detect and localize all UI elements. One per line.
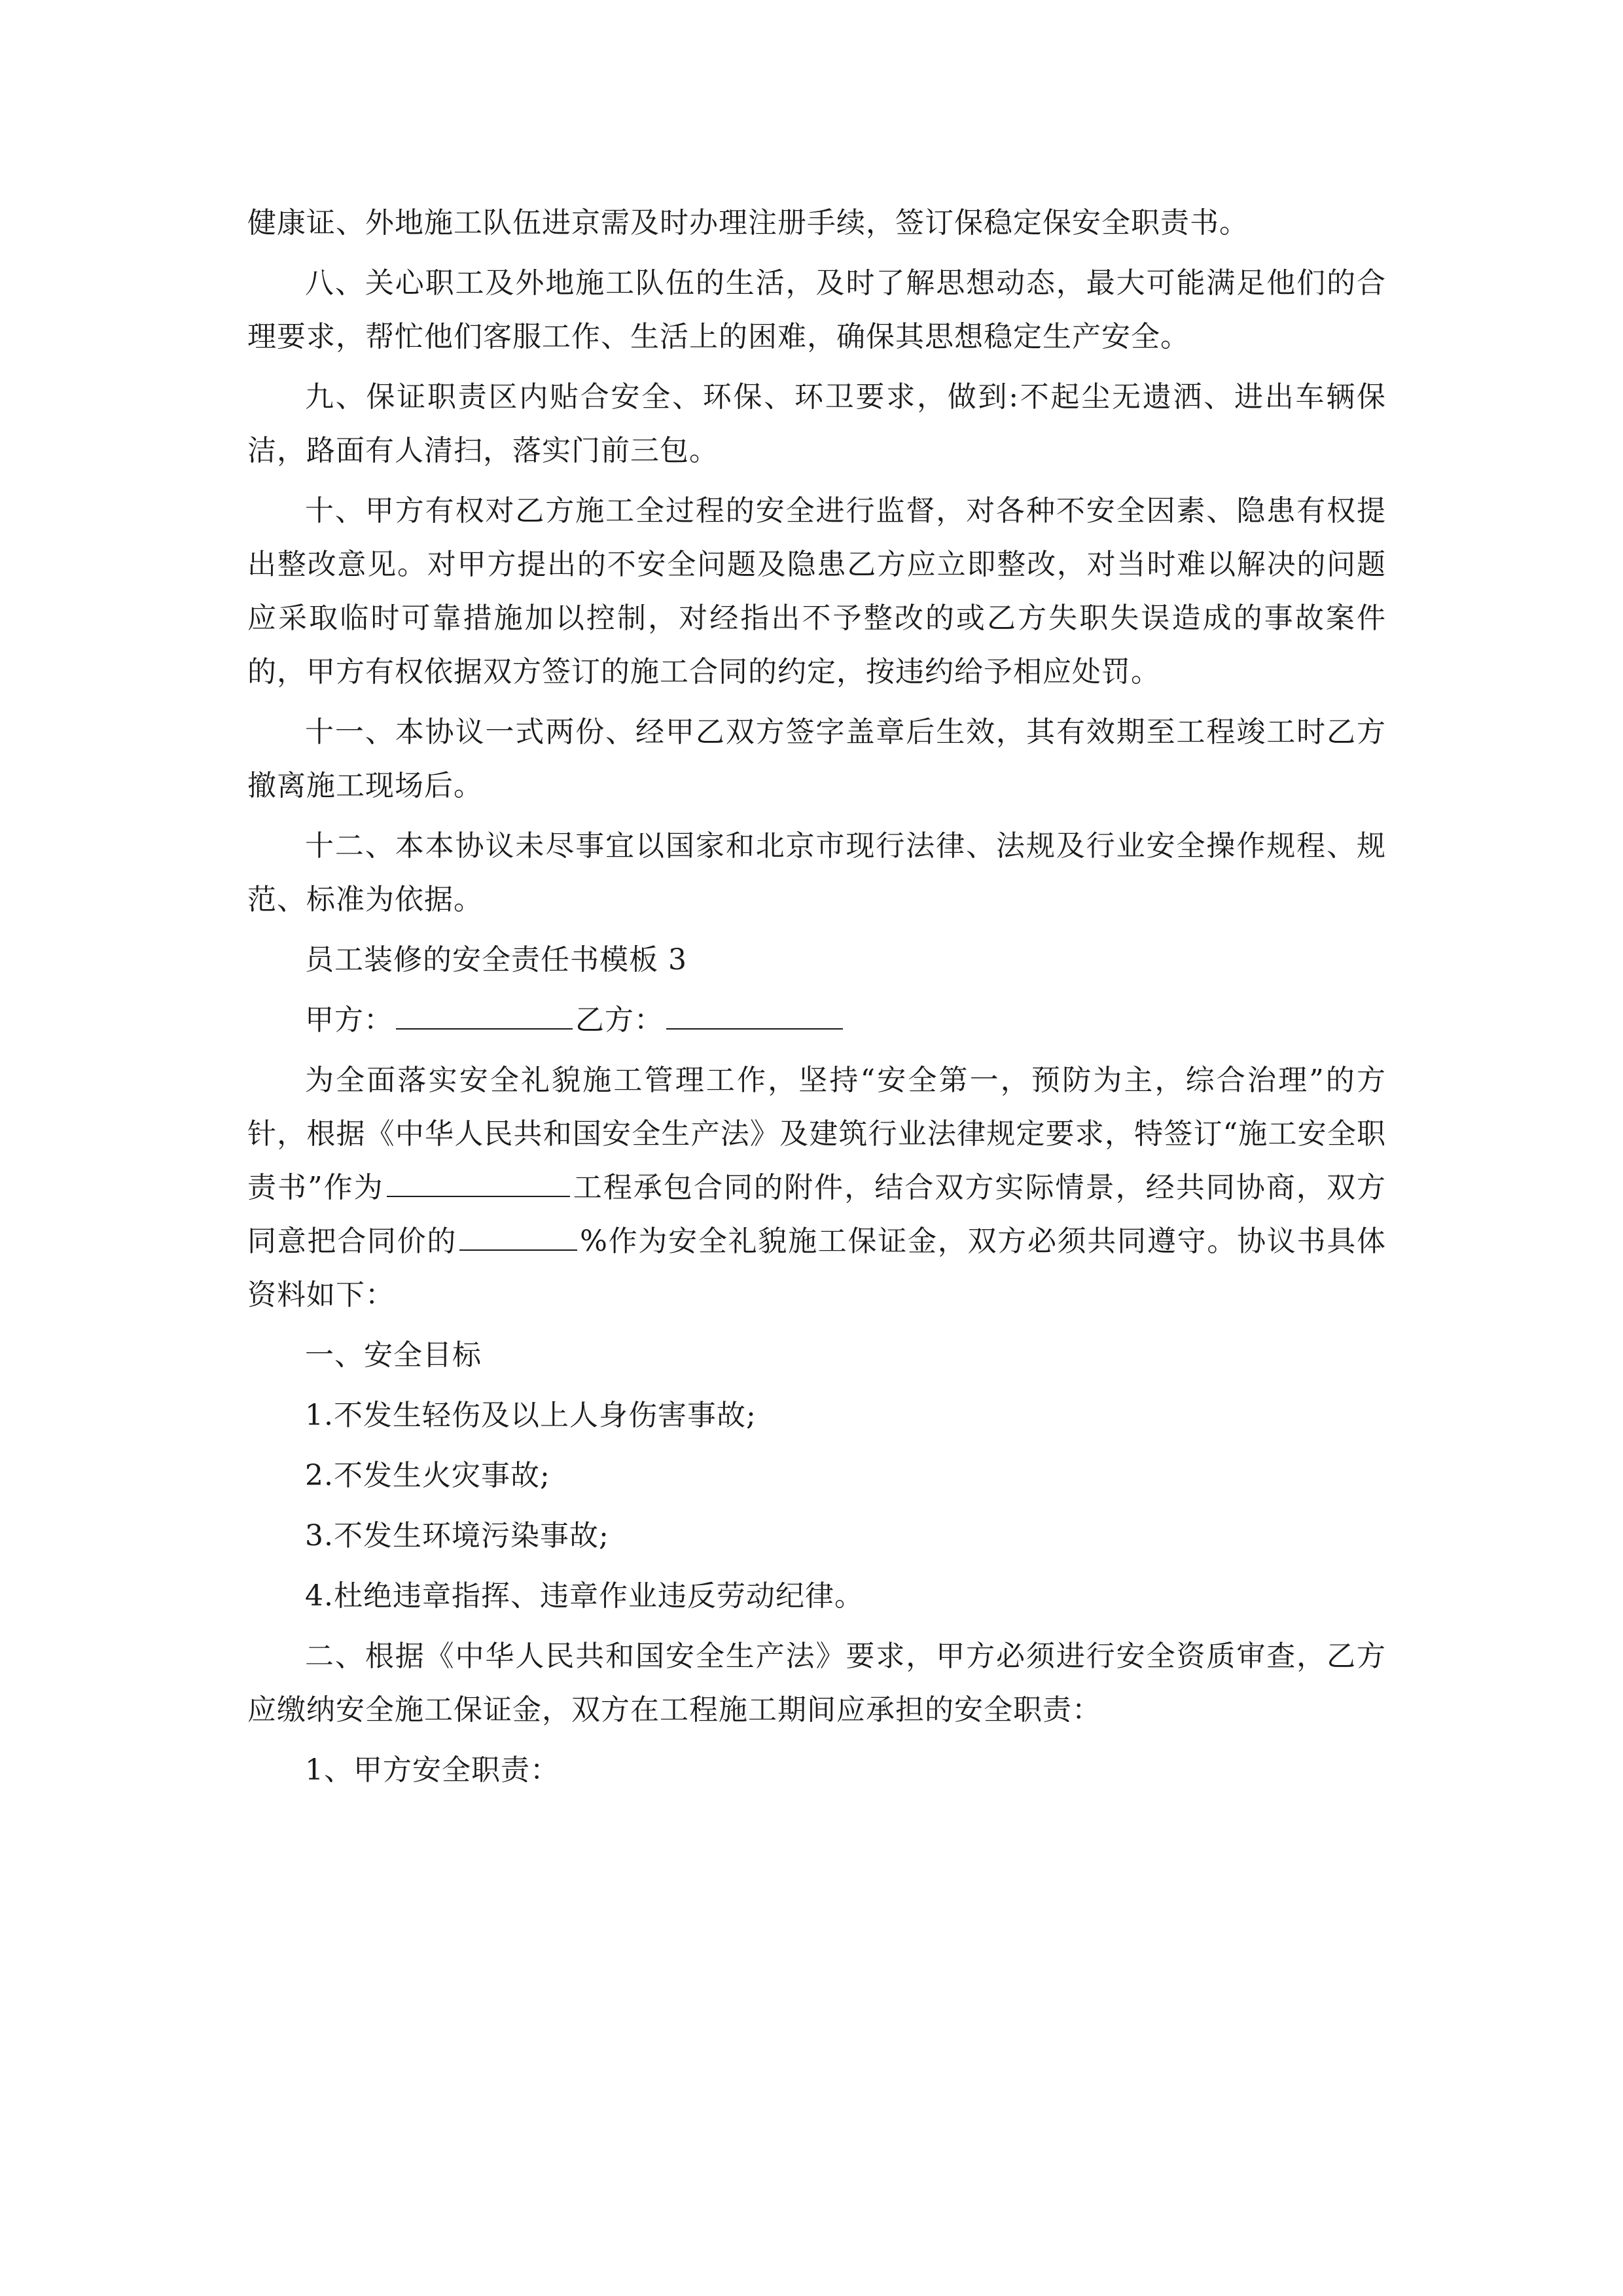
party-a-label: 甲方： bbox=[305, 1003, 393, 1037]
paragraph-clause-11: 十一、本协议一式两份、经甲乙双方签字盖章后生效，其有效期至工程竣工时乙方撤离施工现场后。 bbox=[247, 715, 1386, 802]
paragraph-clause-9: 九、保证职责区内贴合安全、环保、环卫要求，做到:不起尘无遗洒、进出车辆保洁，路面有人清扫，落实门前三包。 bbox=[247, 380, 1386, 467]
heading-party-a-responsibilities: 1、甲方安全职责： bbox=[305, 1753, 560, 1787]
paragraph-clause-12: 十二、本本协议未尽事宜以国家和北京市现行法律、法规及行业安全操作规程、规范、标准为依据。 bbox=[247, 829, 1386, 916]
intro-part-2: 工程承包合同的附件，结合双方实际情景，经共同协商，双方同意把合同价的 bbox=[247, 1171, 1386, 1258]
party-b-blank[interactable] bbox=[666, 999, 843, 1030]
party-a-blank[interactable] bbox=[396, 999, 573, 1030]
goal-item-4: 4.杜绝违章指挥、违章作业违反劳动纪律。 bbox=[305, 1579, 864, 1613]
section-title: 员工装修的安全责任书模板 3 bbox=[305, 943, 687, 977]
goal-item-2: 2.不发生火灾事故; bbox=[305, 1459, 550, 1492]
paragraph-responsibilities: 二、根据《中华人民共和国安全生产法》要求，甲方必须进行安全资质审查，乙方应缴纳安全施工保证金，双方在工程施工期间应承担的安全职责： bbox=[247, 1640, 1386, 1727]
goal-item-3: 3.不发生环境污染事故; bbox=[305, 1519, 609, 1552]
percentage-blank[interactable] bbox=[459, 1221, 577, 1251]
project-name-blank[interactable] bbox=[387, 1167, 570, 1197]
paragraph-continuation: 健康证、外地施工队伍进京需及时办理注册手续，签订保稳定保安全职责书。 bbox=[247, 206, 1249, 240]
document-page bbox=[247, 196, 1386, 1804]
paragraph-clause-10: 十、甲方有权对乙方施工全过程的安全进行监督，对各种不安全因素、隐患有权提出整改意见。对甲方提出的不安全问题及隐患乙方应立即整改，对当时难以解决的问题应采取临时可靠措施加以控制，对经指出不予整改的或乙方失职失误造成的事故案件的，甲方有权依据双方签订的施工合同的约定，按违约给予相应处罚。 bbox=[247, 494, 1386, 689]
intro-part-1: 为全面落实安全礼貌施工管理工作，坚持“安全第一，预防为主，综合治理”的方针，根据《中华人民共和国安全生产法》及建筑行业法律规定要求，特签订“施工安全职责书”作为 bbox=[247, 1064, 1386, 1204]
intro-part-3: %作为安全礼貌施工保证金，双方必须共同遵守。协议书具体资料如下： bbox=[247, 1225, 1387, 1312]
goal-item-1: 1.不发生轻伤及以上人身伤害事故; bbox=[305, 1399, 757, 1432]
paragraph-clause-8: 八、关心职工及外地施工队伍的生活，及时了解思想动态，最大可能满足他们的合理要求，帮忙他们客服工作、生活上的困难，确保其思想稳定生产安全。 bbox=[247, 266, 1386, 353]
parties-line bbox=[247, 994, 1386, 1047]
party-b-label: 乙方： bbox=[575, 1003, 664, 1037]
heading-safety-goals: 一、安全目标 bbox=[305, 1338, 482, 1372]
intro-paragraph bbox=[247, 1054, 1386, 1322]
